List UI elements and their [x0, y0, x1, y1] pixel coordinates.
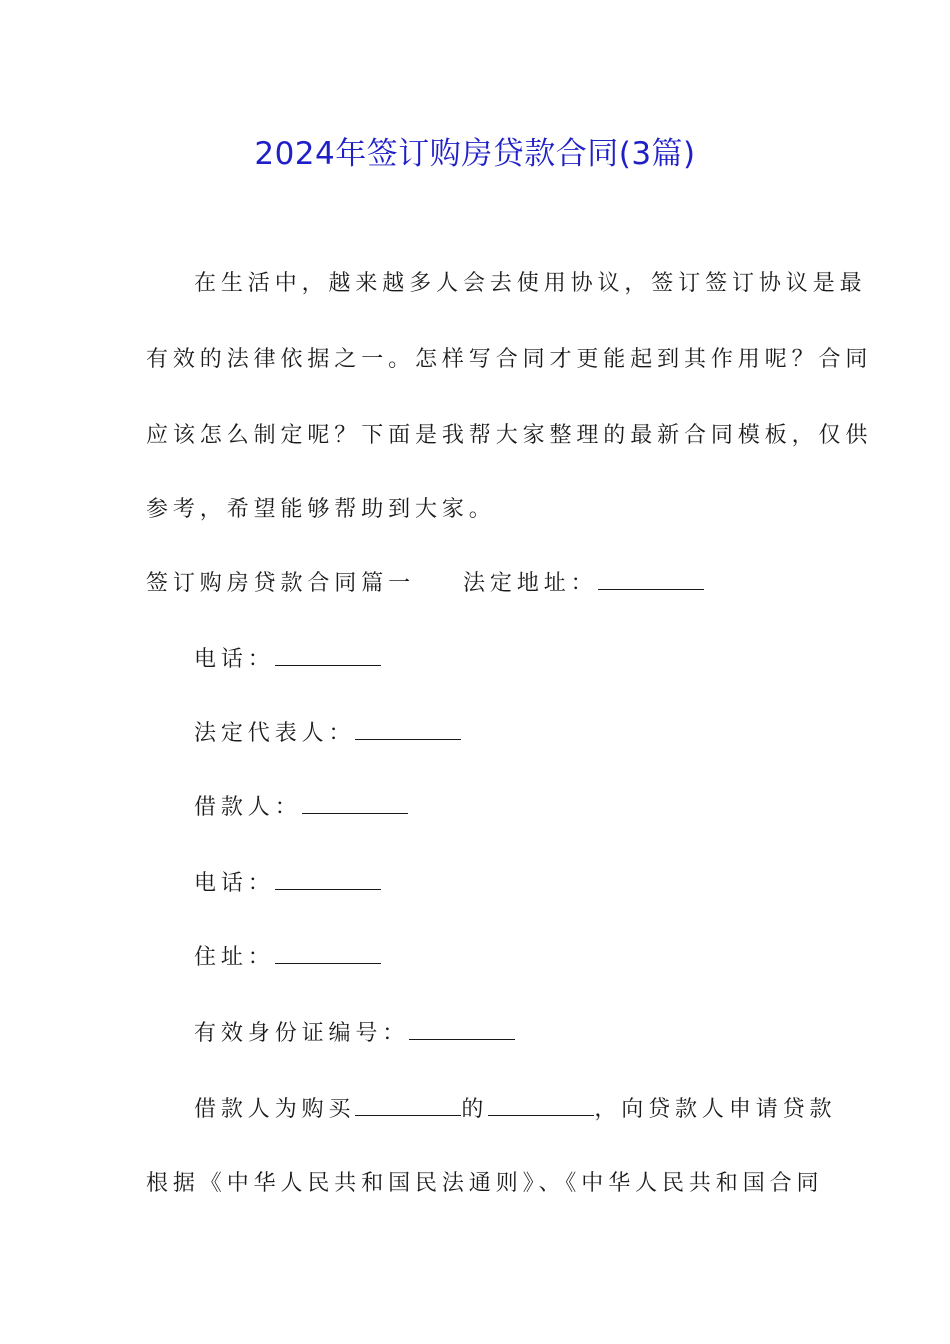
phone-field-1 — [194, 644, 381, 676]
phone-blank-2 — [275, 869, 381, 890]
clause-part-1: 借款人为购买 — [194, 1097, 356, 1122]
loan-clause-line — [194, 1094, 836, 1126]
phone-label-2: 电话： — [194, 871, 275, 896]
purchase-item-blank — [355, 1095, 461, 1116]
intro-line-3: 应该怎么制定呢？下面是我帮大家整理的最新合同模板，仅供 — [146, 423, 873, 448]
address-blank — [275, 943, 381, 964]
legal-rep-label: 法定代表人： — [194, 721, 356, 746]
borrower-field — [194, 792, 408, 824]
id-number-field — [194, 1018, 515, 1050]
section-heading: 签订购房贷款合同篇一 — [146, 571, 416, 596]
id-number-blank — [409, 1019, 515, 1040]
id-number-label: 有效身份证编号： — [194, 1021, 410, 1046]
phone-label-1: 电话： — [194, 647, 275, 672]
phone-field-2 — [194, 868, 381, 900]
legal-rep-blank — [355, 719, 461, 740]
law-reference-line: 根据《中华人民共和国民法通则》、《中华人民共和国合同 — [146, 1171, 824, 1196]
legal-address-label: 法定地址： — [463, 571, 598, 596]
intro-line-2: 有效的法律依据之一。怎样写合同才更能起到其作用呢？合同 — [146, 347, 873, 372]
legal-address-blank — [598, 569, 704, 590]
clause-part-2: 的 — [461, 1097, 489, 1122]
borrower-blank — [302, 793, 408, 814]
clause-part-3: ，向贷款人申请贷款 — [594, 1097, 837, 1122]
phone-blank-1 — [275, 645, 381, 666]
section-heading-row — [146, 568, 704, 600]
document-title: 2024年签订购房贷款合同(3篇) — [254, 136, 696, 172]
legal-rep-field — [194, 718, 461, 750]
address-field — [194, 942, 381, 974]
address-label: 住址： — [194, 945, 275, 970]
intro-line-1: 在生活中，越来越多人会去使用协议，签订签订协议是最 — [194, 271, 867, 296]
borrower-label: 借款人： — [194, 795, 302, 820]
property-blank — [488, 1095, 594, 1116]
intro-line-4: 参考，希望能够帮助到大家。 — [146, 497, 496, 522]
